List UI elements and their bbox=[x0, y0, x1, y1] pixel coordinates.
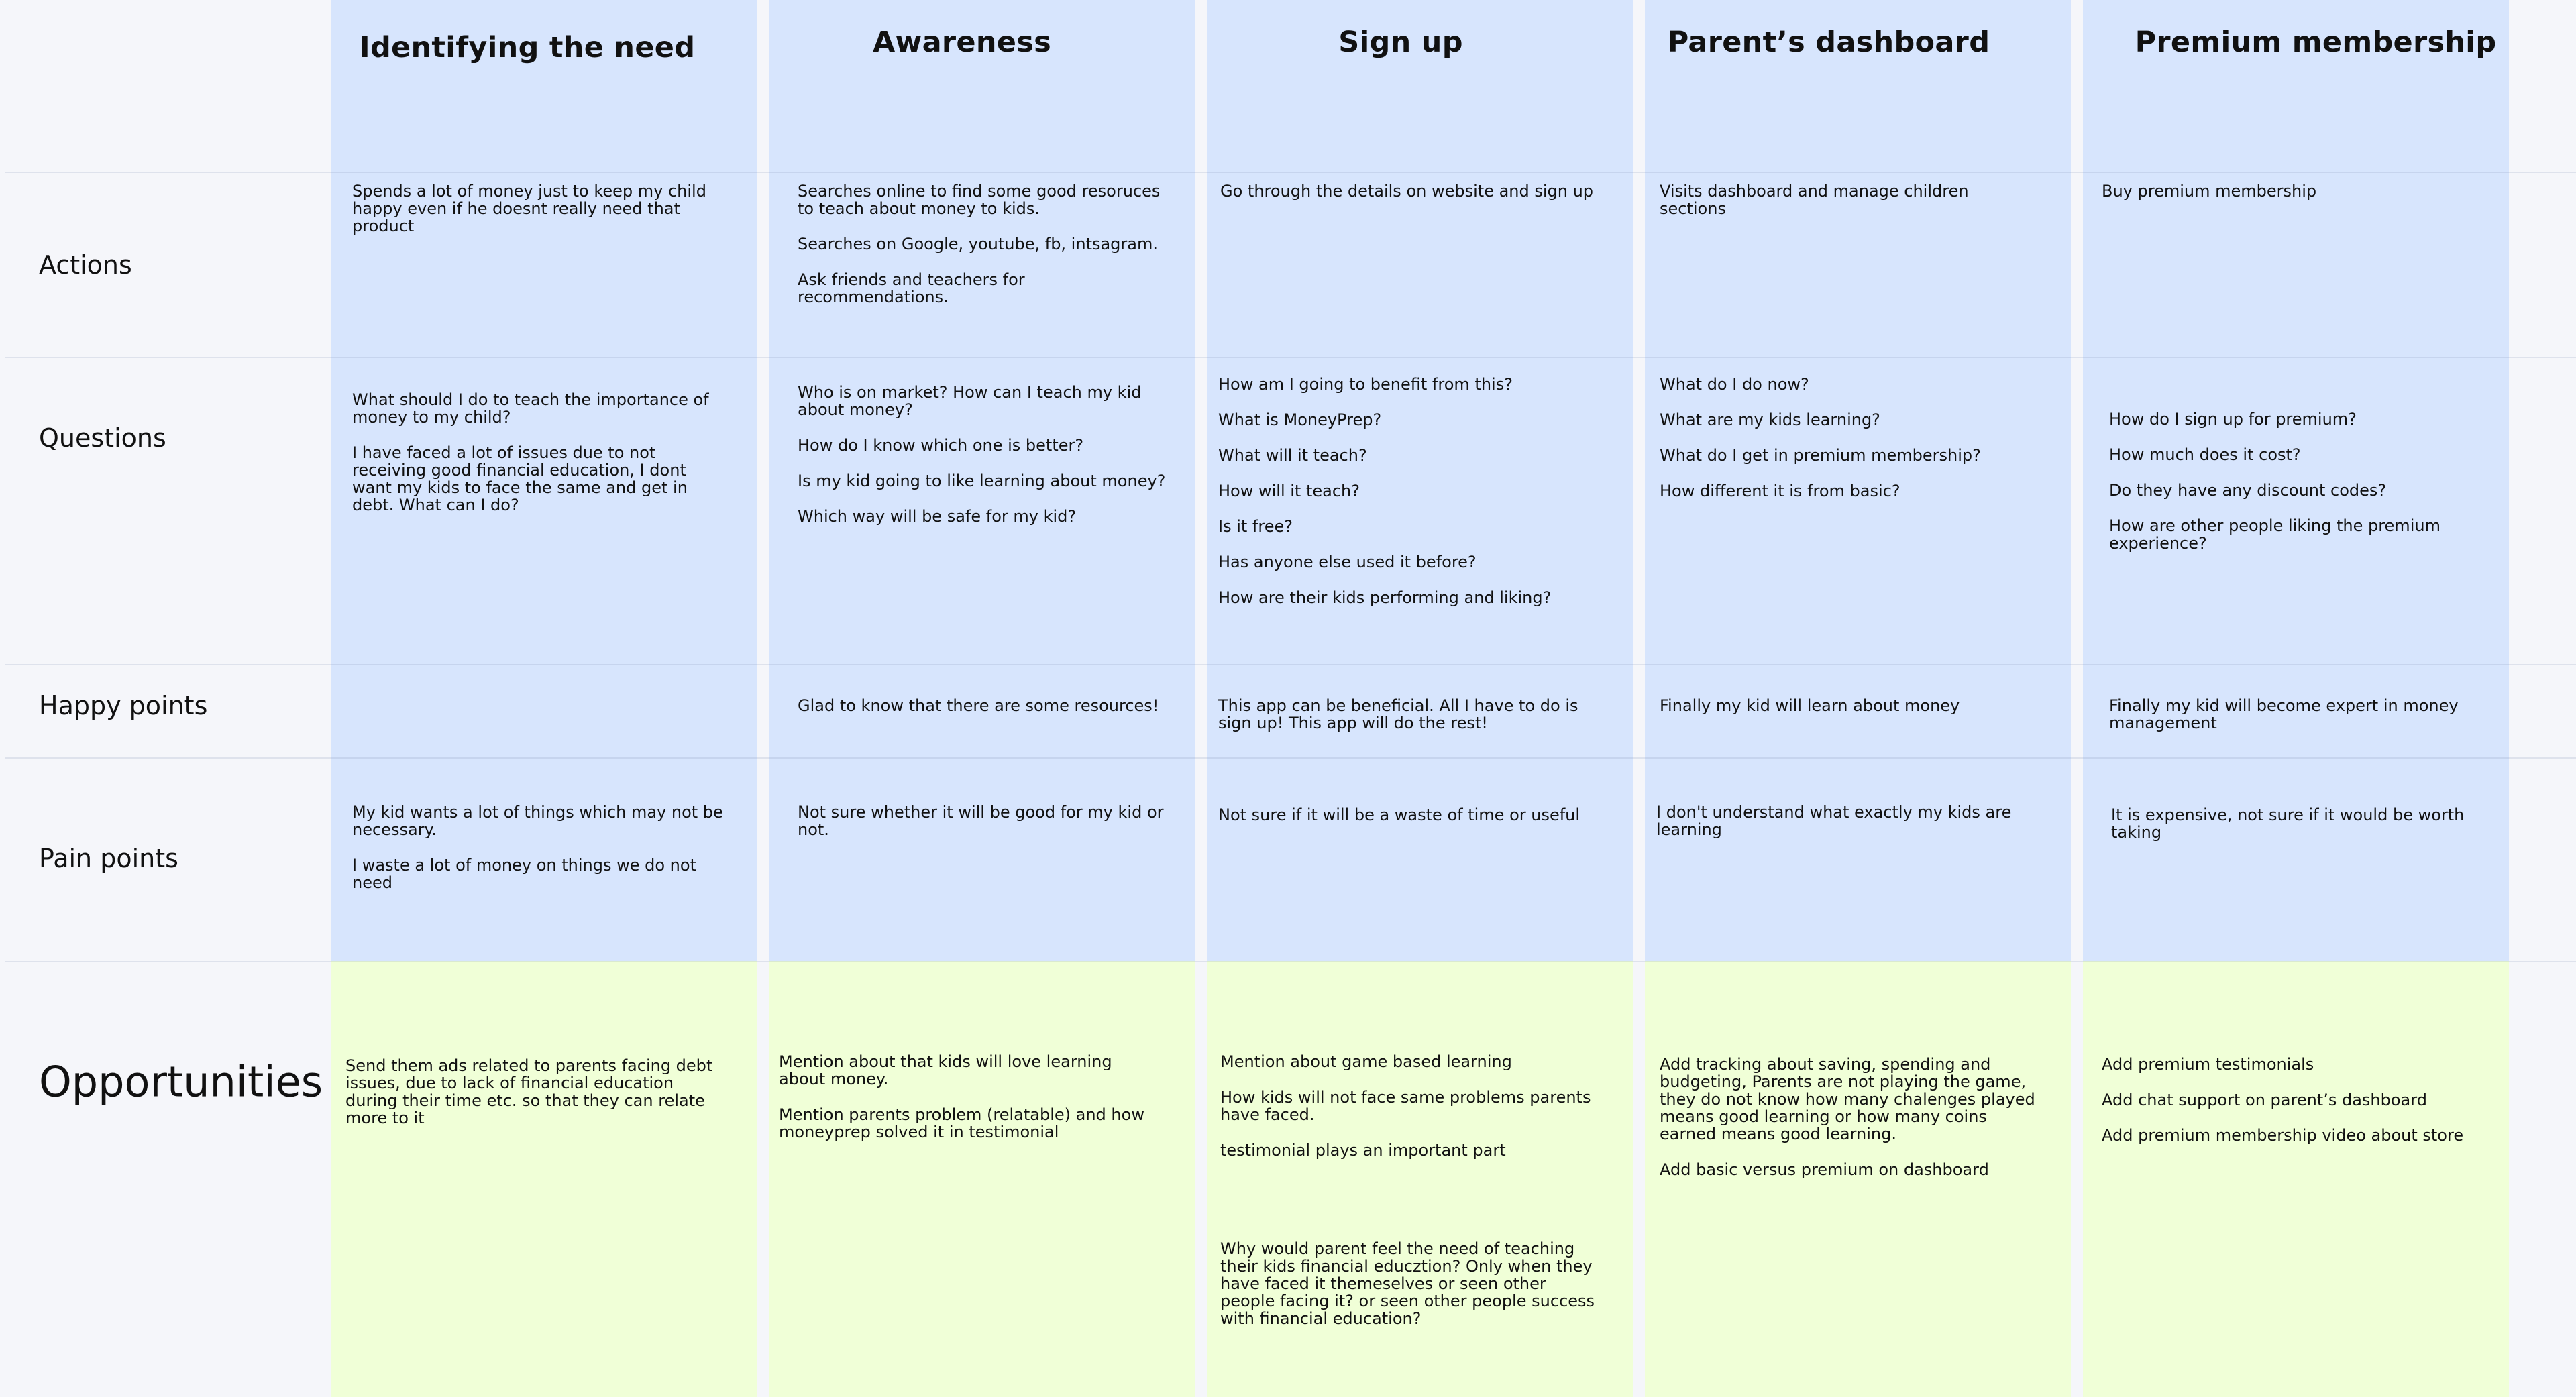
cell-opportunities-extra bbox=[1220, 1240, 1603, 1327]
note-text: Send them ads related to parents facing debt issues, due to lack of financial education during their time etc. so that they can relate more to it bbox=[345, 1056, 713, 1127]
note-text: Add tracking about saving, spending and budgeting, Parents are not playing the game, they do not know how many chalenges played means good learning or how many coins earned means good learning. bbox=[1660, 1055, 2035, 1143]
note-text: What should I do to teach the importance of money to my child? bbox=[352, 390, 709, 427]
opportunity-column-bg bbox=[1645, 961, 2071, 1397]
note-text: Mention parents problem (relatable) and how moneyprep solved it in testimonial bbox=[779, 1105, 1144, 1141]
opportunity-column-bg bbox=[1207, 961, 1633, 1397]
note-text: This app can be beneficial. All I have to do is sign up! This app will do the rest! bbox=[1218, 696, 1578, 732]
note-text: Not sure whether it will be good for my kid or not. bbox=[798, 803, 1164, 839]
note-text: How kids will not face same problems parents have faced. bbox=[1220, 1088, 1591, 1124]
note-text: Do they have any discount codes? bbox=[2109, 481, 2387, 500]
row-divider bbox=[5, 757, 2576, 759]
note-text: Mention about that kids will love learning about money. bbox=[779, 1052, 1112, 1088]
note-text: What are my kids learning? bbox=[1660, 410, 1880, 429]
cell-questions bbox=[1660, 376, 2035, 500]
opportunity-column-bg bbox=[331, 961, 757, 1397]
note-text: Spends a lot of money just to keep my child happy even if he doesnt really need that product bbox=[352, 182, 706, 235]
row-divider bbox=[5, 961, 2576, 962]
row-label: Opportunities bbox=[39, 1057, 323, 1107]
note-text: Add basic versus premium on dashboard bbox=[1660, 1160, 1989, 1179]
row-label: Questions bbox=[39, 423, 166, 453]
cell-opportunities bbox=[345, 1057, 728, 1127]
note-text: Buy premium membership bbox=[2102, 182, 2317, 201]
cell-pain-points bbox=[1656, 803, 2032, 838]
note-text: How are other people liking the premium experience? bbox=[2109, 516, 2440, 553]
note-text: Glad to know that there are some resources! bbox=[798, 696, 1159, 715]
row-divider bbox=[5, 172, 2576, 173]
note-text: It is expensive, not sure if it would be worth taking bbox=[2111, 805, 2465, 842]
note-text: testimonial plays an important part bbox=[1220, 1141, 1506, 1160]
cell-opportunities bbox=[1660, 1056, 2042, 1178]
note-text: Finally my kid will become expert in money management bbox=[2109, 696, 2459, 732]
cell-opportunities bbox=[779, 1053, 1161, 1141]
cell-actions bbox=[798, 182, 1173, 306]
note-text: What will it teach? bbox=[1218, 446, 1367, 465]
cell-actions bbox=[2102, 182, 2477, 200]
cell-happy-points bbox=[1218, 697, 1594, 732]
note-text: Add premium membership video about store bbox=[2102, 1126, 2464, 1145]
note-text: How will it teach? bbox=[1218, 482, 1360, 500]
cell-questions bbox=[798, 384, 1173, 525]
note-text: Is my kid going to like learning about money? bbox=[798, 471, 1166, 490]
note-text: What is MoneyPrep? bbox=[1218, 410, 1382, 429]
cell-actions bbox=[352, 182, 728, 235]
cell-opportunities bbox=[1220, 1053, 1603, 1159]
note-text: I have faced a lot of issues due to not receiving good financial education, I dont want my kids to face the same and get in debt. What can I do? bbox=[352, 443, 688, 514]
row-label: Happy points bbox=[39, 691, 208, 720]
cell-pain-points bbox=[1218, 806, 1594, 824]
note-text: Go through the details on website and sign up bbox=[1220, 182, 1594, 201]
cell-happy-points bbox=[798, 697, 1173, 714]
note-text: How do I sign up for premium? bbox=[2109, 410, 2357, 429]
stage-title: Sign up bbox=[1338, 25, 1463, 59]
row-divider bbox=[5, 357, 2576, 358]
stage-title: Premium membership bbox=[2135, 25, 2497, 59]
note-text: What do I do now? bbox=[1660, 375, 1809, 394]
cell-questions bbox=[2109, 410, 2485, 552]
note-text: Is it free? bbox=[1218, 517, 1293, 536]
row-label: Actions bbox=[39, 250, 132, 280]
note-text: How different it is from basic? bbox=[1660, 482, 1900, 500]
note-text: Who is on market? How can I teach my kid about money? bbox=[798, 383, 1142, 419]
cell-questions bbox=[1218, 376, 1594, 606]
note-text: What do I get in premium membership? bbox=[1660, 446, 1981, 465]
opportunity-column-bg bbox=[769, 961, 1195, 1397]
note-text: Not sure if it will be a waste of time or useful bbox=[1218, 805, 1580, 824]
note-text: Mention about game based learning bbox=[1220, 1052, 1512, 1071]
note-text: Which way will be safe for my kid? bbox=[798, 507, 1077, 526]
row-label: Pain points bbox=[39, 844, 178, 873]
cell-actions bbox=[1660, 182, 2035, 217]
note-text: How do I know which one is better? bbox=[798, 436, 1084, 455]
note-text: How am I going to benefit from this? bbox=[1218, 375, 1513, 394]
note-text: Searches online to find some good resoruces to teach about money to kids. bbox=[798, 182, 1161, 218]
note-text: Add chat support on parent’s dashboard bbox=[2102, 1091, 2427, 1109]
note-text: Ask friends and teachers for recommendations. bbox=[798, 270, 1025, 306]
cell-opportunities bbox=[2102, 1056, 2484, 1144]
note-text: Visits dashboard and manage children sections bbox=[1660, 182, 1969, 218]
note-text: Add premium testimonials bbox=[2102, 1055, 2314, 1074]
stage-title: Awareness bbox=[872, 25, 1052, 59]
cell-pain-points bbox=[352, 803, 728, 891]
cell-questions bbox=[352, 391, 728, 514]
note-text: How much does it cost? bbox=[2109, 445, 2301, 464]
cell-pain-points bbox=[798, 803, 1173, 838]
note-text: Has anyone else used it before? bbox=[1218, 553, 1477, 571]
cell-actions bbox=[1220, 182, 1596, 200]
cell-happy-points bbox=[1660, 697, 2035, 714]
stage-title: Parent’s dashboard bbox=[1667, 25, 1990, 59]
cell-pain-points bbox=[2111, 806, 2487, 841]
note-text: Searches on Google, youtube, fb, intsagram. bbox=[798, 235, 1158, 254]
cell-happy-points bbox=[2109, 697, 2485, 732]
note-text: Why would parent feel the need of teaching their kids financial educztion? Only when they have faced it themeselves or seen other people facing it? or seen other people success with financial education? bbox=[1220, 1239, 1595, 1328]
note-text: Finally my kid will learn about money bbox=[1660, 696, 1960, 715]
stage-title: Identifying the need bbox=[359, 31, 696, 64]
opportunity-column-bg bbox=[2083, 961, 2509, 1397]
row-divider bbox=[5, 664, 2576, 665]
note-text: My kid wants a lot of things which may not be necessary. bbox=[352, 803, 723, 839]
note-text: I don't understand what exactly my kids are learning bbox=[1656, 803, 2012, 839]
note-text: I waste a lot of money on things we do not need bbox=[352, 856, 696, 892]
note-text: How are their kids performing and liking? bbox=[1218, 588, 1552, 607]
